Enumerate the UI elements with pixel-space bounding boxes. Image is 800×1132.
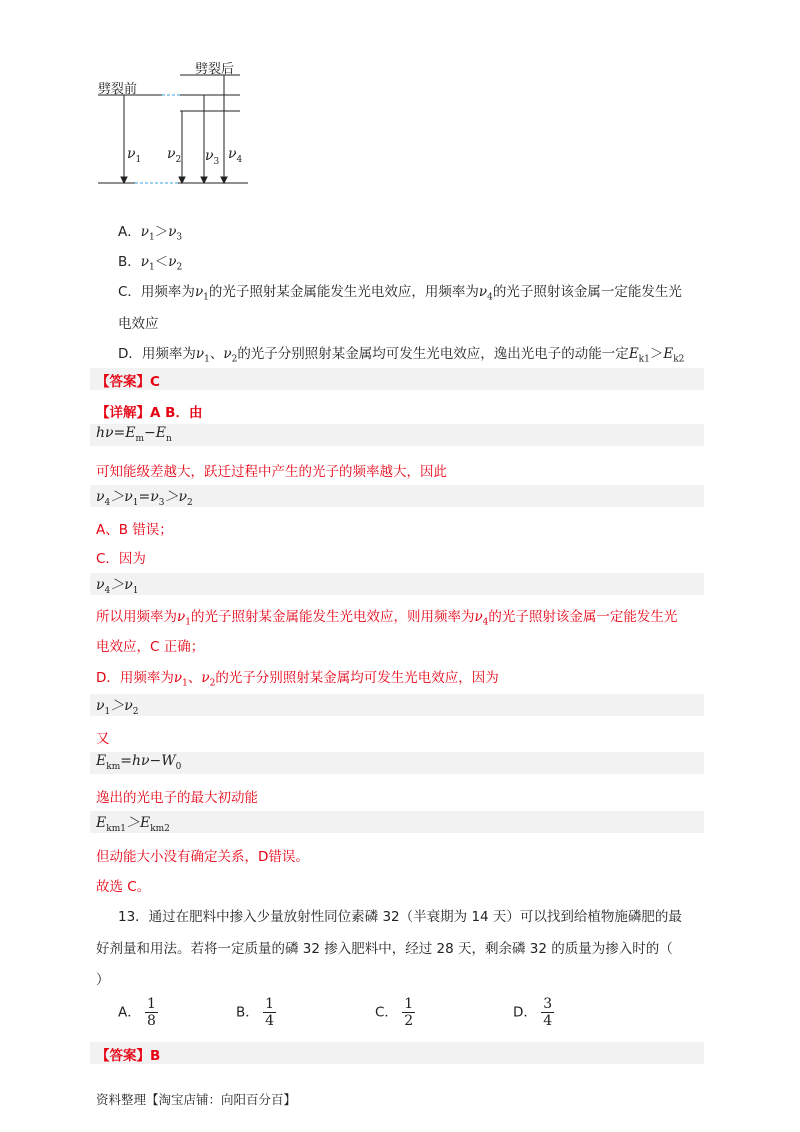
- option-c-line2: 电效应: [118, 316, 159, 332]
- option-a-label: A．: [118, 224, 141, 240]
- detail-text-4-line2: 电效应，C 正确；: [96, 639, 205, 655]
- detail-text-6: 又: [96, 731, 110, 747]
- detail-text-5: D．用频率为$\nu_1$、$\nu_2$的光子分别照射某金属均可发生光电效应，因为: [96, 670, 499, 689]
- q13-option-a: A． $\frac{1}{8}$: [118, 996, 156, 1029]
- label-before-splitting: 劈裂前: [98, 82, 138, 97]
- q13-option-b: B． $\frac{1}{4}$: [236, 996, 274, 1029]
- freq-label-4: $\nu_4$: [228, 146, 243, 165]
- detail-text-4-line1: 所以用频率为$\nu_1$的光子照射某金属能发生光电效应，则用频率为$\nu_4$的光子照射该金属一定能发生光: [96, 609, 678, 628]
- detail-head: 【详解】A B．由: [96, 405, 203, 421]
- freq-label-2: $\nu_2$: [167, 146, 182, 165]
- answer-1: 【答案】C: [96, 374, 160, 390]
- option-b-label: B．: [118, 254, 141, 270]
- answer-2: 【答案】B: [96, 1048, 161, 1064]
- detail-text-9: 故选 C。: [96, 879, 151, 895]
- option-b: B．$\nu_1<\nu_2$: [118, 254, 183, 273]
- formula-1: $h\nu=E_m-E_n$: [96, 425, 172, 444]
- formula-4: $\nu_1>\nu_2$: [96, 698, 139, 717]
- detail-text-8: 但动能大小没有确定关系，D错误。: [96, 849, 309, 865]
- formula-2: $\nu_4>\nu_1=\nu_3>\nu_2$: [96, 489, 193, 508]
- q13-line2: 好剂量和用法。若将一定质量的磷 32 掺入肥料中，经过 28 天，剩余磷 32 的质量为掺入时的（: [96, 941, 673, 957]
- formula-3: $\nu_4>\nu_1$: [96, 577, 139, 596]
- energy-level-diagram: [90, 55, 260, 195]
- freq-label-1: $\nu_1$: [127, 146, 142, 165]
- option-a: A．$\nu_1>\nu_3$: [118, 224, 183, 243]
- q13-option-d: D． $\frac{3}{4}$: [513, 996, 553, 1029]
- detail-text-7: 逸出的光电子的最大初动能: [96, 790, 258, 806]
- formula-5: $E_{km}=h\nu-W_0$: [96, 753, 182, 772]
- detail-text-3: C．因为: [96, 551, 146, 567]
- detail-text-2: A、B 错误；: [96, 522, 173, 538]
- q13-option-c: C． $\frac{1}{2}$: [375, 996, 414, 1029]
- option-c-line1: C．用频率为$\nu_1$的光子照射某金属能发生光电效应，用频率为$\nu_4$的光子照射该金属一定能发生光: [118, 284, 682, 303]
- label-after-splitting: 劈裂后: [195, 62, 235, 77]
- freq-label-3: $\nu_3$: [205, 148, 220, 167]
- q13-line1: 13．通过在肥料中掺入少量放射性同位素磷 32（半衰期为 14 天）可以找到给植物施磷肥的最: [118, 909, 682, 925]
- formula-6: $E_{km1}>E_{km2}$: [96, 815, 170, 834]
- detail-text-1: 可知能级差越大，跃迁过程中产生的光子的频率越大，因此: [96, 464, 447, 480]
- option-d: D．用频率为$\nu_1$、$\nu_2$的光子分别照射某金属均可发生光电效应，逸出光电子的动能一定$E_{k1}>E_{k2}$: [118, 346, 685, 365]
- footer-source: 资料整理【淘宝店铺：向阳百分百】: [96, 1092, 297, 1107]
- q13-line3: ）: [96, 972, 110, 988]
